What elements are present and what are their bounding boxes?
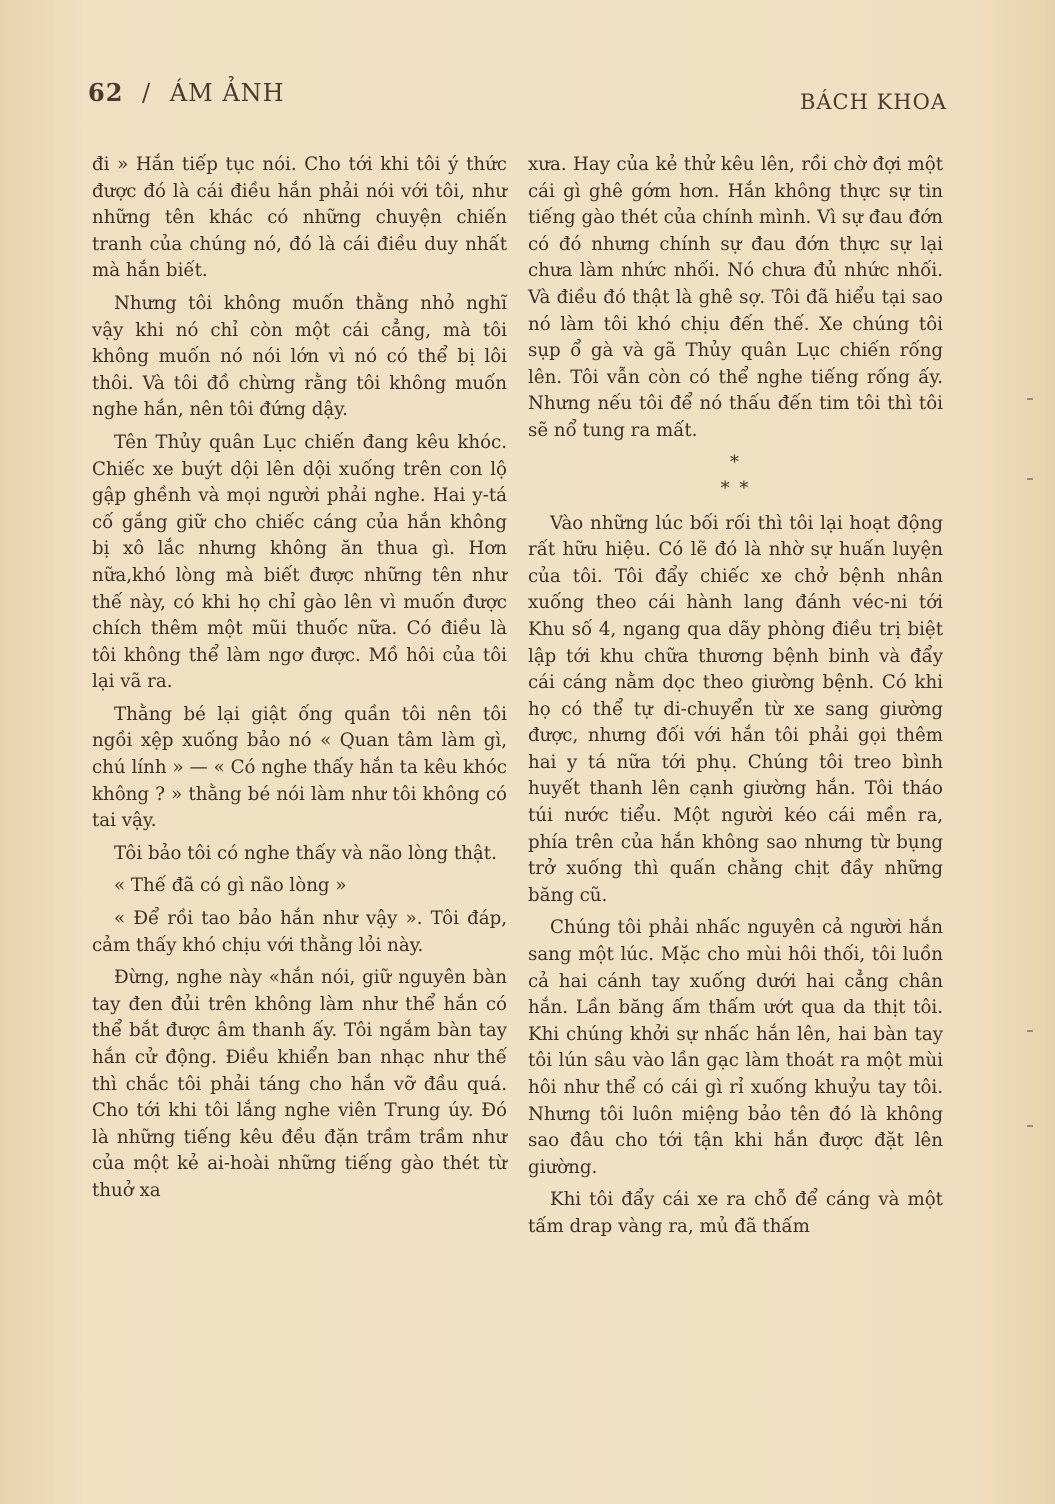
section-divider [528,451,943,499]
page-header [88,78,947,118]
paragraph: « Thế đã có gì não lòng » [114,875,347,897]
margin-mark [1027,398,1033,400]
paragraph: Chúng tôi phải nhấc nguyên cả người hắn sang một lúc. Mặc cho mùi hôi thối, tôi luồn cả hai cánh tay xuống dưới hai cẳng chân hắn. Lần băng ấm thấm ướt qua da thịt tôi. Khi chúng khởi sự nhấc hắn lên, hai bàn tay tôi lún sâu vào lần gạc làm thoát ra một mùi hôi như thể có cái gì rỉ xuống khuỷu tay tôi. Nhưng tôi luôn miệng bảo tên đó là không sao đâu cho tới tận khi hắn được đặt lên giường. [528,917,943,1178]
paragraph: Thằng bé lại giật ống quần tôi nên tôi ngồi xệp xuống bảo nó « Quan tâm làm gì, chú lính » — « Có nghe thấy hắn ta kêu khóc không ? » thằng bé nói làm như tôi không có tai vậy. [92,703,507,832]
running-head-left [88,78,285,107]
paragraph: Tên Thủy quân Lục chiến đang kêu khóc. Chiếc xe buýt dội lên dội xuống trên con lộ gập ghềnh và mọi người phải nghe. Hai y-tá cố gắng giữ cho chiếc cáng của hắn không bị xô lắc nhưng không ăn thua gì. Hơn nữa,khó lòng mà biết được những tên như thế này, có khi họ chỉ gào lên vì muốn được chích thêm một mũi thuốc nữa. Có điều là tôi không thể làm ngơ được. Mồ hôi của tôi lại vã ra. [92,431,507,693]
paragraph: Khi tôi đẩy cái xe ra chỗ để cáng và một tấm drap vàng ra, mủ đã thấm [528,1189,943,1237]
right-column [528,152,943,1247]
margin-mark [1027,1125,1033,1127]
divider-star-top: * [730,451,741,473]
paragraph: « Để rồi tao bảo hắn như vậy ». Tôi đáp, cảm thấy khó chịu với thằng lỏi này. [92,908,507,956]
header-separator: / [142,79,152,107]
paragraph: Đừng, nghe này «hắn nói, giữ nguyên bàn tay đen đủi trên không làm như thể hắn có thể bắt được âm thanh ấy. Tôi ngắm bàn tay hắn cử động. Điều khiển ban nhạc như thế thì chắc tôi phải táng cho hắn vỡ đầu quá. Cho tới khi tôi lắng nghe viên Trung úy. Đó là những tiếng kêu đều đặn trầm trầm như của một kẻ ai-hoài những tiếng gào thét từ thuở xa [92,967,507,1201]
paragraph: Nhưng tôi không muốn thằng nhỏ nghĩ vậy khi nó chỉ còn một cái cẳng, mà tôi không muốn nó nói lớn vì nó có thể bị lôi thôi. Và tôi đồ chừng rằng tôi không muốn nghe hắn, nên tôi đứng dậy. [92,292,507,421]
section-title: ÁM ẢNH [169,79,285,107]
left-column [92,152,507,1211]
paragraph: xưa. Hay của kẻ thử kêu lên, rồi chờ đợi một cái gì ghê gớm hơn. Hắn không thực sự tin tiếng gào thét của chính mình. Vì sự đau đớn có đó nhưng chính sự đau đớn thực sự lại chưa làm nhức nhối. Nó chưa đủ nhức nhối. Và điều đó thật là ghê sợ. Tôi đã hiểu tại sao nó làm tôi khó chịu đến thế. Xe chúng tôi sụp ổ gà và gã Thủy quân Lục chiến rống lên. Tôi vẫn còn có thể nghe tiếng rống ấy. Nhưng nếu tôi để nó thấu đến tim tôi thì tôi sẽ nổ tung ra mất. [528,154,943,441]
paragraph: đi » Hắn tiếp tục nói. Cho tới khi tôi ý thức được đó là cái điều hắn phải nói với tôi, như những tên khác có những chuyện chiến tranh của chúng nó, đó là cái điều duy nhất mà hắn biết. [92,154,507,282]
paragraph: Vào những lúc bối rối thì tôi lại hoạt động rất hữu hiệu. Có lẽ đó là nhờ sự huấn luyện của tôi. Tôi đẩy chiếc xe chở bệnh nhân xuống theo cái hành lang đánh véc-ni tới Khu số 4, ngang qua dãy phòng điều trị biệt lập tới khu chữa thương bệnh binh và đẩy cái cáng nằm dọc theo giường bệnh. Có khi họ có thể tự di-chuyển từ xe sang giường được, nhưng đối với hắn tôi phải gọi thêm hai y tá nữa tới phụ. Chúng tôi treo bình huyết thanh lên cạnh giường hắn. Tôi tháo túi nước tiểu. Một người kéo cái mền ra, phía trên của hắn không sao nhưng từ bụng trở xuống thì quấn chằng chịt đầy những băng cũ. [528,512,943,906]
margin-mark [1027,478,1033,480]
margin-mark [1027,1030,1033,1032]
divider-stars-bottom: * * [720,477,751,499]
page-number: 62 [88,78,124,107]
publication-name: BÁCH KHOA [799,90,947,114]
paragraph: Tôi bảo tôi có nghe thấy và não lòng thật. [114,842,497,864]
